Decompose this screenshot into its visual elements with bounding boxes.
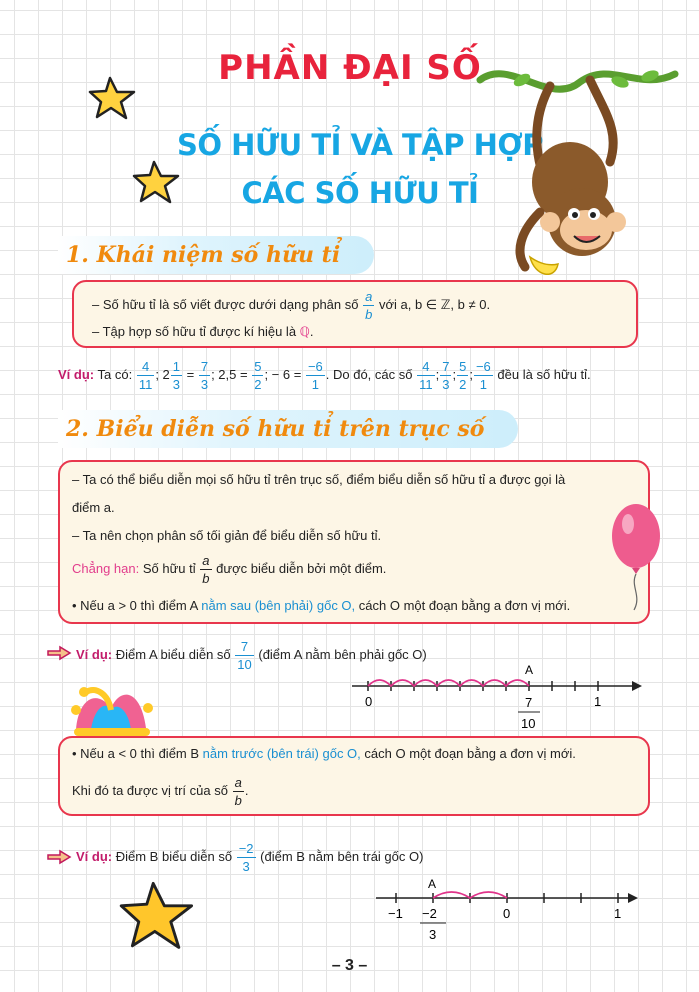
fraction: $\frac{1}{3}$ xyxy=(172,359,181,392)
definition-box xyxy=(72,280,638,348)
star-icon xyxy=(132,160,182,206)
monkey-illustration xyxy=(470,52,680,292)
fraction: $\frac{5}{2}$ xyxy=(254,359,262,392)
number-line-negative xyxy=(374,874,654,948)
definition-line2: – Tập hợp số hữu tỉ được kí hiệu là ℚ. xyxy=(92,324,314,339)
pointing-hand-icon xyxy=(46,643,72,663)
tick-label-minus-one: −1 xyxy=(388,906,403,921)
box-line: điểm a. xyxy=(72,500,115,515)
fraction-a-b: $\frac{a}{b}$ xyxy=(365,289,373,322)
definition-line1 xyxy=(92,290,490,321)
part-title: PHẦN ĐẠI SỐ xyxy=(218,48,482,88)
section1-heading: 1. Khái niệm số hữu tỉ xyxy=(58,236,374,274)
tick-label-one: 1 xyxy=(614,906,622,921)
example-point-B: Ví dụ: Điểm B biểu diễn số $\frac{-2}{3}$ (điểm B nằm bên trái gốc O) xyxy=(76,841,424,874)
lesson-title-line1: SỐ HỮU TỈ VÀ TẬP HỢP xyxy=(177,128,543,162)
jester-hat-illustration xyxy=(66,680,156,740)
fraction: $\frac{-6}{1}$ xyxy=(307,359,323,392)
tick-label-zero: 0 xyxy=(365,694,373,709)
representation-box xyxy=(58,460,650,624)
axis-arrow xyxy=(632,681,642,691)
tick-label-den: 3 xyxy=(429,927,437,942)
fraction: $\frac{4}{11}$ xyxy=(419,359,433,392)
pointing-hand-icon xyxy=(46,847,72,867)
unit-arcs xyxy=(368,680,529,686)
example-1: Ví dụ: Ta có: $\frac{4}{11}$ ; 2 $\frac{1}{3}$ = $\frac{7}{3}$ ; 2,5 = $\frac{5}{2}$ ; − 6 = $\frac{-6}{1}$ . Do đó, các số $\frac{4}{11}$ ; $\frac{7}{3}$ ; $\frac{5}{2}$ ; $\frac{-6}{1}$ đều là số hữu tỉ. xyxy=(58,359,591,392)
tick-label-one: 1 xyxy=(594,694,602,709)
box-line: – Ta có thể biểu diễn mọi số hữu tỉ trên trục số, điểm biểu diễn số hữu tỉ a được gọi là xyxy=(72,472,566,487)
point-label-A: A xyxy=(525,663,534,677)
fraction: $\frac{-6}{1}$ xyxy=(475,359,491,392)
point-label-A: A xyxy=(428,877,437,891)
set-symbol-Q: ℚ xyxy=(299,324,310,339)
star-icon xyxy=(88,76,138,122)
box-line: – Ta nên chọn phân số tối giản để biểu diễn số hữu tỉ. xyxy=(72,528,382,543)
definition-text: – Số hữu tỉ là số viết được dưới dạng phân số xyxy=(92,296,359,312)
fraction: $\frac{4}{11}$ xyxy=(138,359,153,392)
negative-rule-box xyxy=(58,736,650,816)
fraction-a-b: $\frac{a}{b}$ xyxy=(234,775,242,808)
fraction: $\frac{5}{2}$ xyxy=(459,359,467,392)
number-line-positive xyxy=(350,660,650,740)
balloon-illustration xyxy=(606,500,666,612)
section2-heading: 2. Biểu diễn số hữu tỉ trên trục số xyxy=(58,410,518,448)
page-number: – 3 – xyxy=(331,957,368,974)
tick-label-den: 10 xyxy=(521,716,536,731)
box-line-example: Chẳng hạn: Số hữu tỉ $\frac{a}{b}$ được biểu diễn bởi một điểm. xyxy=(72,553,387,586)
definition-condition: với a, b ∈ ℤ, b ≠ 0. xyxy=(378,296,491,312)
example-label: Ví dụ: xyxy=(58,366,95,382)
fraction-a-b: $\frac{a}{b}$ xyxy=(202,553,210,586)
tick-label-zero: 0 xyxy=(503,906,511,921)
lesson-title-line2: CÁC SỐ HỮU TỈ xyxy=(241,176,479,210)
box-line-rule-negative: • Nếu a < 0 thì điểm B nằm trước (bên trái) gốc O, cách O một đoạn bằng a đơn vị mới. xyxy=(72,746,576,761)
example-point-A: Ví dụ: Điểm A biểu diễn số $\frac{7}{10}$ (điểm A nằm bên phải gốc O) xyxy=(76,639,427,672)
box-line-rule-positive: • Nếu a > 0 thì điểm A nằm sau (bên phải) gốc O, cách O một đoạn bằng a đơn vị mới. xyxy=(72,598,571,613)
tick-label-num: 7 xyxy=(525,695,533,710)
star-icon xyxy=(118,880,198,954)
tick-label-num: −2 xyxy=(422,906,437,921)
box-line-position: Khi đó ta được vị trí của số $\frac{a}{b}$ . xyxy=(72,775,249,808)
fraction: $\frac{7}{3}$ xyxy=(442,359,450,392)
fraction: $\frac{7}{10}$ xyxy=(237,639,252,672)
fraction: $\frac{7}{3}$ xyxy=(200,359,209,392)
fraction: $\frac{-2}{3}$ xyxy=(238,841,254,874)
